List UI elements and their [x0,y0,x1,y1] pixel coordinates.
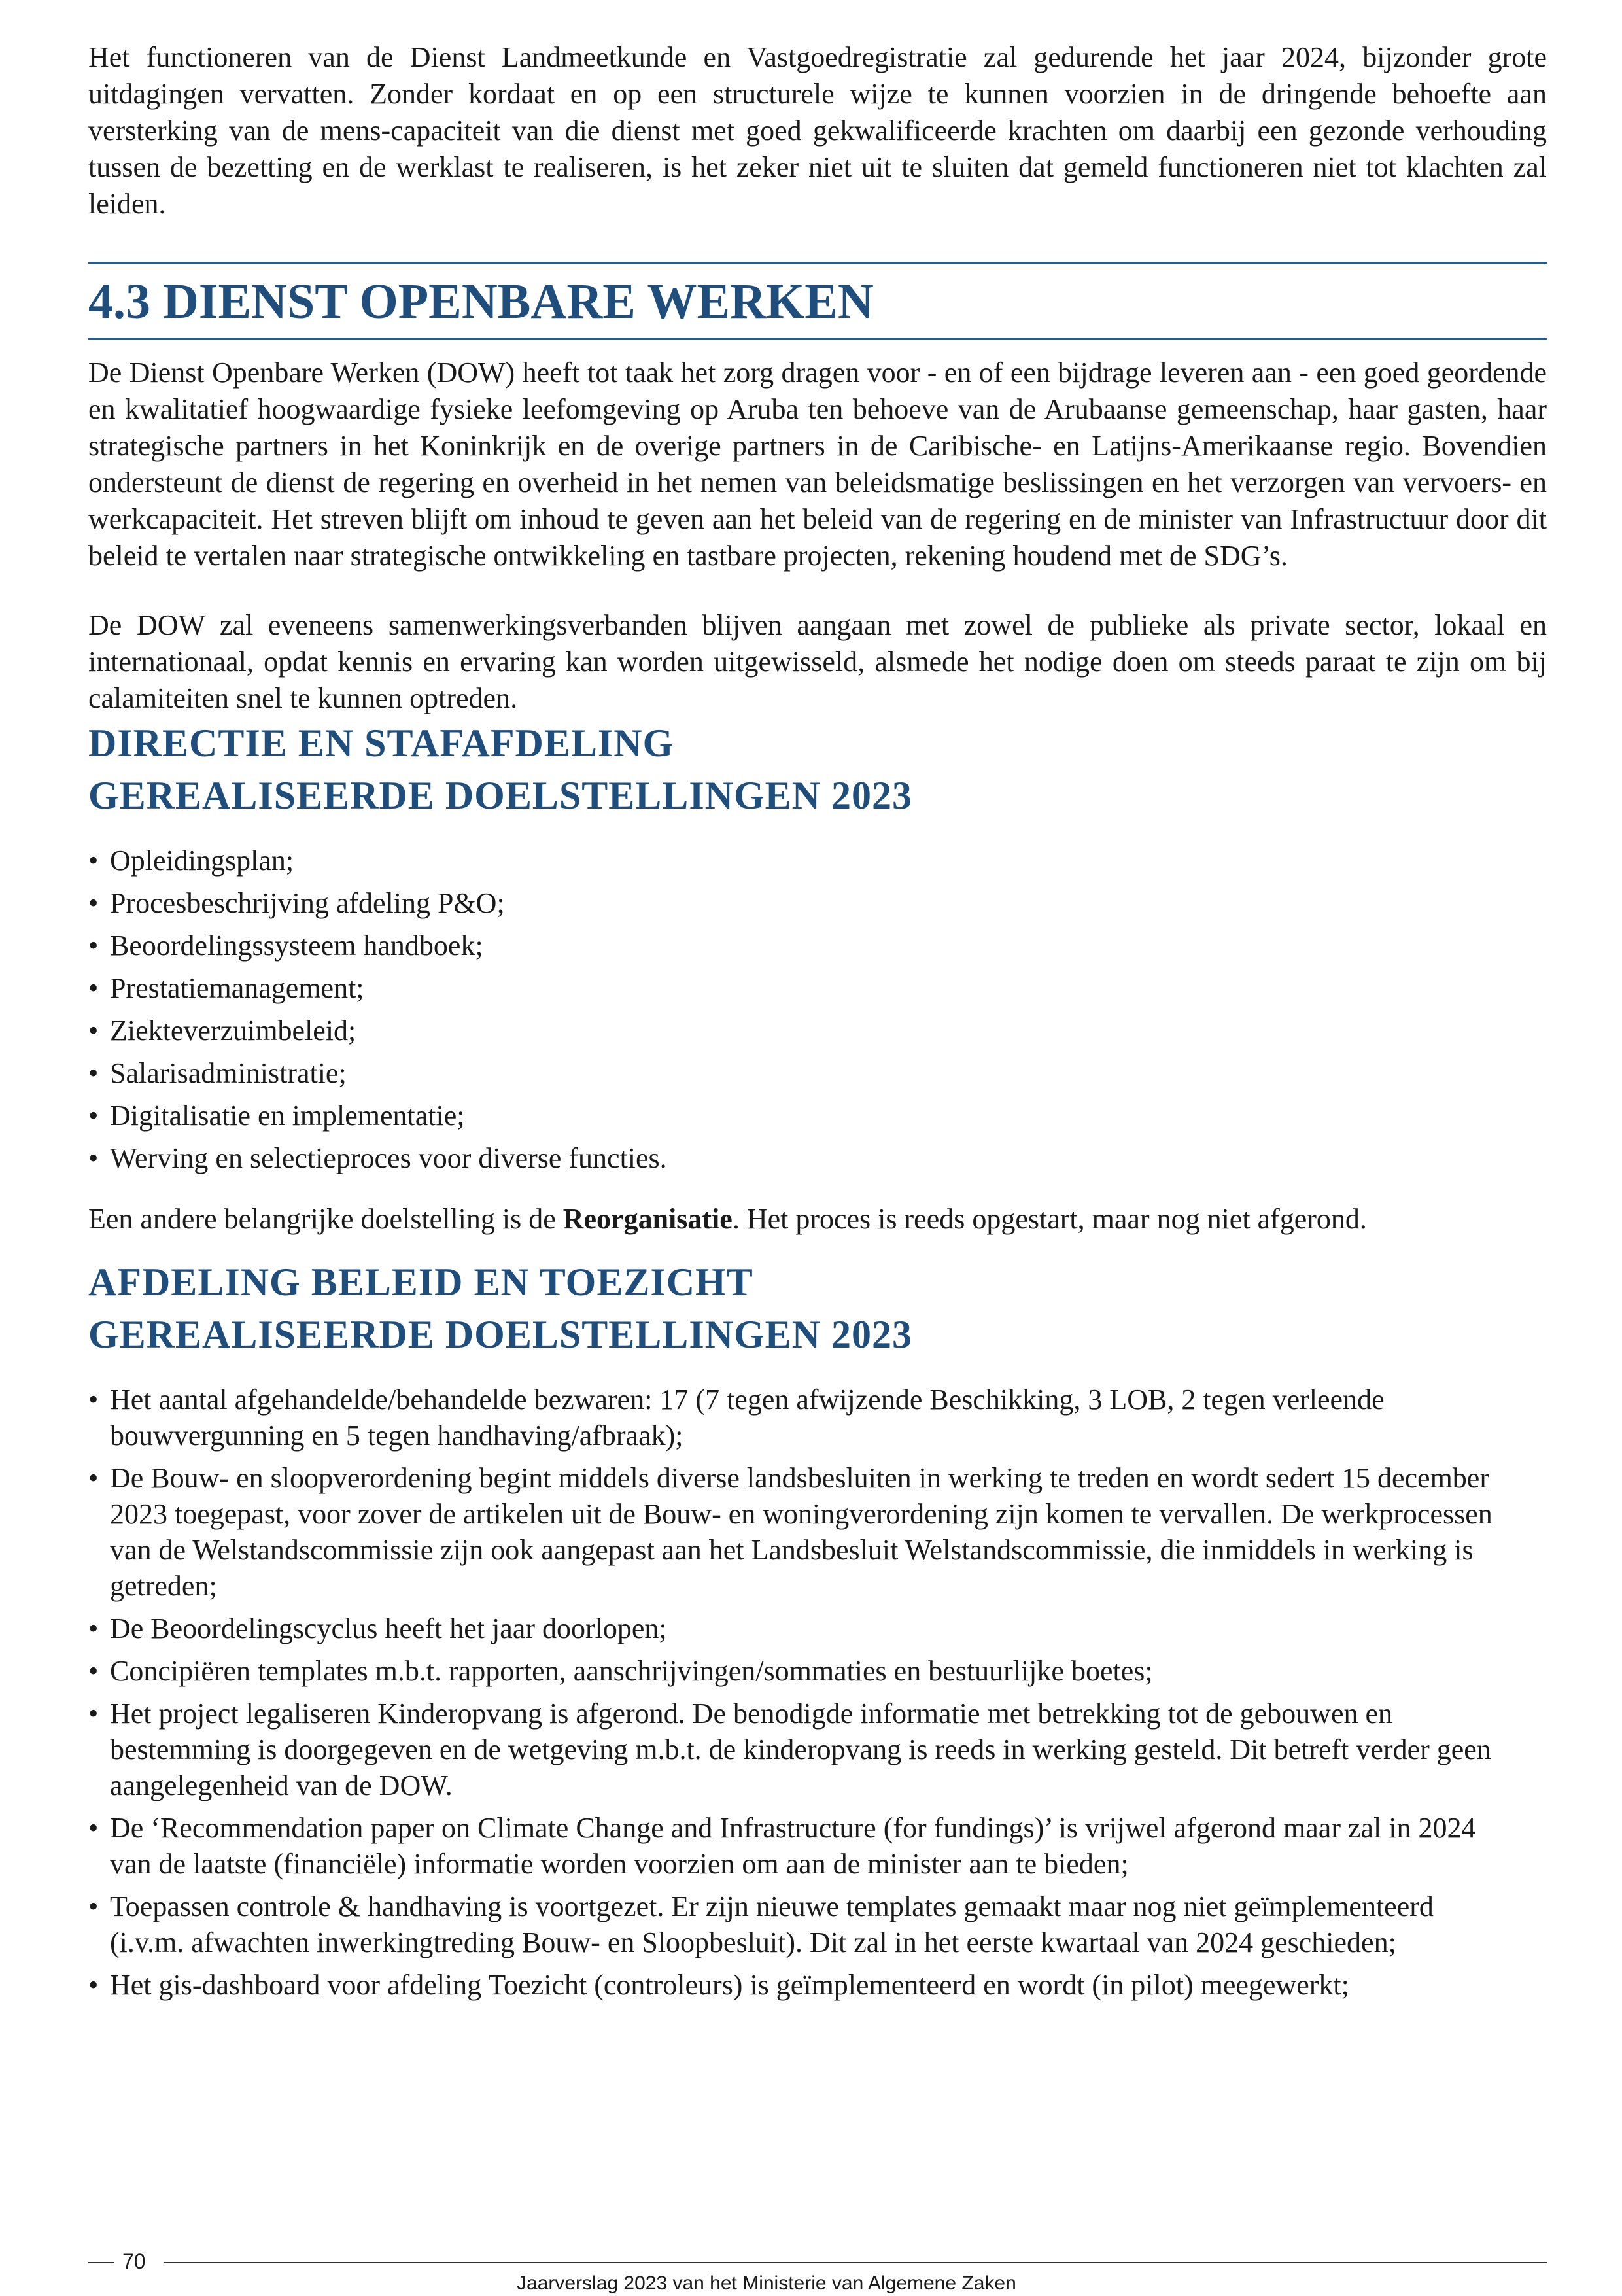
page-content [88,39,1547,2009]
list-item: • Concipiëren templates m.b.t. rapporten, aanschrijvingen/sommaties en bestuurlijke boetes; [88,1653,1494,1689]
page-footer [88,2248,1547,2294]
list-item: • Toepassen controle & handhaving is voortgezet. Er zijn nieuwe templates gemaakt maar nog niet geïmplementeerd (i.v.m. afwachten inwerkingtreding Bouw- en Sloopbesluit). Dit zal in het eerste kwartaal van 2024 geschieden; [88,1888,1494,1960]
section-heading: 4.3 DIENST OPENBARE WERKEN [88,274,874,329]
footer-rule [164,2262,1547,2263]
footer-dash [88,2262,114,2263]
list-item: • Procesbeschrijving afdeling P&O; [88,885,1547,921]
beleid-heading: AFDELING BELEID EN TOEZICHT [88,1261,753,1304]
list-item: • Opleidingsplan; [88,843,1547,878]
directie-bullet-list [88,843,1547,1176]
heading-top-rule [88,262,1547,264]
list-item: • Salarisadministratie; [88,1055,1547,1091]
list-item: • Prestatiemanagement; [88,970,1547,1006]
section-heading-block [88,262,1547,340]
list-item: • Het project legaliseren Kinderopvang is afgerond. De benodigde informatie met betrekking tot de gebouwen en bestemming is doorgegeven en de wetgeving m.b.t. de kinderopvang is reeds in werking gesteld. Dit betreft verder geen aangelegenheid van de DOW. [88,1696,1494,1803]
list-item: • De ‘Recommendation paper on Climate Change and Infrastructure (for fundings)’ is vrijwel afgerond maar zal in 2024 van de laatste (financiële) informatie worden voorzien om aan de minister aan te bieden; [88,1810,1494,1882]
intro-paragraph: Het functioneren van de Dienst Landmeetkunde en Vastgoedregistratie zal gedurende het jaar 2024, bijzonder grote uitdagingen vervatten. Zonder kordaat en op een structurele wijze te kunnen voorzien in de dringende behoefte aan versterking van de mens-capaciteit van die dienst met goed gekwalificeerde krachten om daarbij een gezonde verhouding tussen de bezetting en de werklast te realiseren, is het zeker niet uit te sluiten dat gemeld functioneren niet tot klachten zal leiden. [88,41,1547,220]
list-item: • De Bouw- en sloopverordening begint middels diverse landsbesluiten in werking te treden en wordt sedert 15 december 2023 toegepast, voor zover de artikelen uit de Bouw- en woningverordening zijn komen te vervallen. De werkprocessen van de Welstandscommissie zijn ook aangepast aan het Landsbesluit Welstandscommissie, die inmiddels in werking is getreden; [88,1460,1494,1604]
closing-text-after: . Het proces is reeds opgestart, maar nog niet afgerond. [732,1203,1367,1235]
list-item: • Werving en selectieproces voor diverse functies. [88,1140,1547,1176]
section-paragraph-1: De Dienst Openbare Werken (DOW) heeft tot taak het zorg dragen voor - en of een bijdrage leveren aan - een goed geordende en kwalitatief hoogwaardige fysieke leefomgeving op Aruba ten behoeve van de Arubaanse gemeenschap, haar gasten, haar strategische partners in het Koninkrijk en de overige partners in de Caribische- en Latijns-Amerikaanse regio. Bovendien ondersteunt de dienst de regering en overheid in het nemen van beleidsmatige beslissingen en het verzorgen van vervoers- en werkcapaciteit. Het streven blijft om inhoud te geven aan het beleid van de regering en de minister van Infrastructuur door dit beleid te vertalen naar strategische ontwikkeling en tastbare projecten, rekening houdend met de SDG’s. [88,357,1547,572]
heading-bottom-rule [88,338,1547,340]
page-number: 70 [122,2250,146,2273]
list-item: • Het gis-dashboard voor afdeling Toezicht (controleurs) is geïmplementeerd en wordt (in pilot) meegewerkt; [88,1967,1494,2003]
beleid-bullet-list [88,1382,1494,2003]
directie-subheading: GEREALISEERDE DOELSTELLINGEN 2023 [88,774,913,817]
directie-heading: DIRECTIE EN STAFAFDELING [88,722,674,765]
list-item: • Beoordelingssysteem handboek; [88,928,1547,964]
list-item: • Ziekteverzuimbeleid; [88,1013,1547,1049]
footer-document-title: Jaarverslag 2023 van het Ministerie van Algemene Zaken [517,2272,1016,2294]
list-item: • Het aantal afgehandelde/behandelde bezwaren: 17 (7 tegen afwijzende Beschikking, 3 LOB, 2 tegen verleende bouwvergunning en 5 tegen handhaving/afbraak); [88,1382,1494,1453]
section-paragraph-2: De DOW zal eveneens samenwerkingsverbanden blijven aangaan met zowel de publieke als private sector, lokaal en internationaal, opdat kennis en ervaring kan worden uitgewisseld, alsmede het nodige doen om steeds paraat te zijn om bij calamiteiten snel te kunnen optreden. [88,609,1547,714]
list-item: • Digitalisatie en implementatie; [88,1098,1547,1134]
beleid-subheading: GEREALISEERDE DOELSTELLINGEN 2023 [88,1313,913,1356]
closing-bold-term: Reorganisatie [562,1203,733,1235]
directie-closing-paragraph [88,1201,1547,1238]
list-item: • De Beoordelingscyclus heeft het jaar doorlopen; [88,1610,1494,1646]
closing-text-before: Een andere belangrijke doelstelling is de [88,1203,563,1235]
